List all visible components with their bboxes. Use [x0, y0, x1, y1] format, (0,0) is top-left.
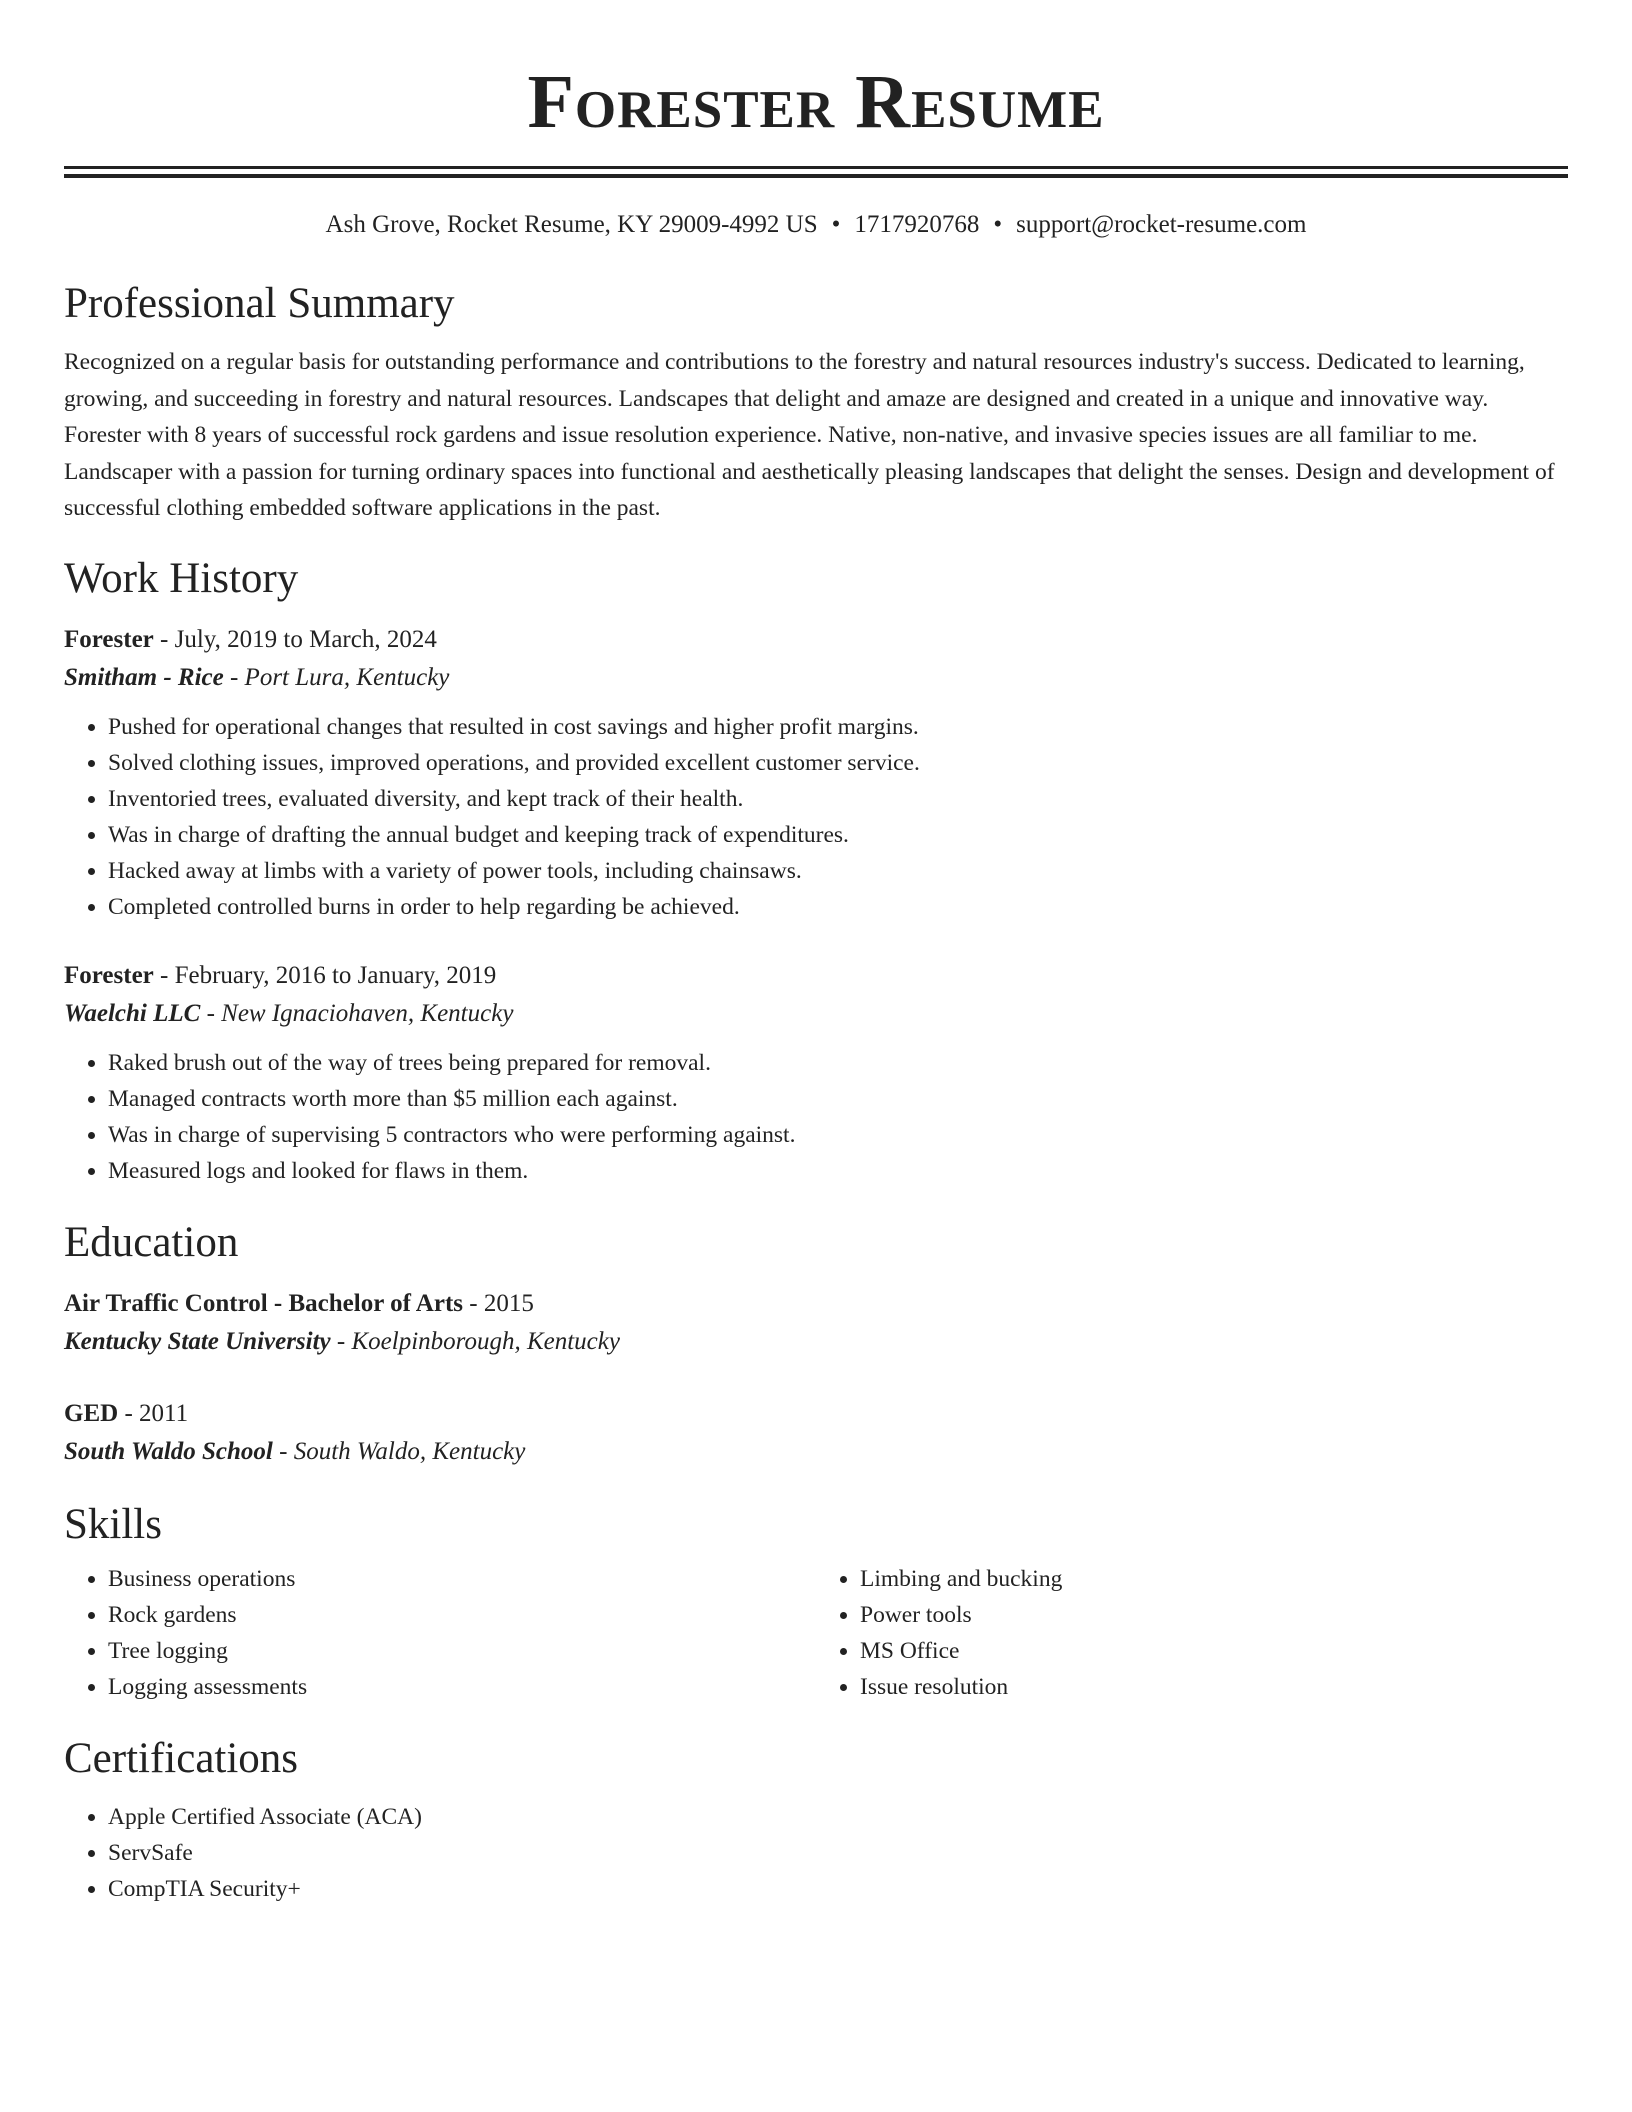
- list-item: • Limbing and bucking: [860, 1561, 1568, 1597]
- list-item: • CompTIA Security+: [108, 1871, 1568, 1907]
- education-year: - 2011: [118, 1399, 189, 1427]
- job-company-line: [64, 995, 1568, 1033]
- education-school-line: [64, 1323, 1568, 1361]
- list-item: • Inventoried trees, evaluated diversity, and kept track of their health.: [108, 781, 1568, 817]
- job-company-line: [64, 659, 1568, 697]
- education-entry: [64, 1285, 1568, 1361]
- title-divider: [64, 166, 1568, 178]
- job-entry: [64, 621, 1568, 925]
- job-company: Smitham - Rice: [64, 663, 224, 691]
- section-heading-work: Work History: [64, 554, 299, 602]
- job-title: Forester: [64, 625, 154, 653]
- skills-list-left: [64, 1561, 816, 1705]
- contact-separator: •: [831, 211, 841, 238]
- job-location: - New Ignaciohaven, Kentucky: [200, 999, 514, 1027]
- job-role-line: [64, 957, 1568, 995]
- list-item: • Business operations: [108, 1561, 816, 1597]
- skills-grid: [64, 1561, 1568, 1705]
- education-entry: [64, 1395, 1568, 1471]
- education-school: Kentucky State University: [64, 1327, 331, 1355]
- job-title: Forester: [64, 961, 154, 989]
- education-degree: GED: [64, 1399, 119, 1427]
- section-heading-education: Education: [64, 1218, 239, 1266]
- education-school: South Waldo School: [64, 1437, 273, 1465]
- education-location: - South Waldo, Kentucky: [272, 1437, 526, 1465]
- contact-phone: 1717920768: [854, 211, 980, 238]
- contact-address: Ash Grove, Rocket Resume, KY 29009-4992 US: [325, 211, 818, 238]
- section-heading-certifications: Certifications: [64, 1734, 299, 1782]
- list-item: • ServSafe: [108, 1835, 1568, 1871]
- job-dates: - February, 2016 to January, 2019: [153, 961, 497, 989]
- list-item: • Rock gardens: [108, 1597, 816, 1633]
- education-degree-line: [64, 1395, 1568, 1433]
- contact-separator: •: [993, 211, 1003, 238]
- section-heading-summary: Professional Summary: [64, 280, 455, 327]
- job-bullets: [64, 709, 1568, 925]
- list-item: • Power tools: [860, 1597, 1568, 1633]
- job-dates: - July, 2019 to March, 2024: [153, 625, 437, 653]
- list-item: • Pushed for operational changes that resulted in cost savings and higher profit margins.: [108, 709, 1568, 745]
- resume-title: Forester Resume: [527, 60, 1105, 144]
- job-company: Waelchi LLC: [64, 999, 201, 1027]
- education-year: - 2015: [463, 1289, 534, 1317]
- list-item: • Hacked away at limbs with a variety of power tools, including chainsaws.: [108, 853, 1568, 889]
- list-item: • Tree logging: [108, 1633, 816, 1669]
- job-location: - Port Lura, Kentucky: [223, 663, 450, 691]
- education-location: - Koelpinborough, Kentucky: [330, 1327, 620, 1355]
- contact-email: support@rocket-resume.com: [1016, 211, 1307, 238]
- list-item: • Managed contracts worth more than $5 million each against.: [108, 1081, 1568, 1117]
- list-item: • Logging assessments: [108, 1669, 816, 1705]
- job-bullets: [64, 1045, 1568, 1189]
- list-item: • Was in charge of supervising 5 contractors who were performing against.: [108, 1117, 1568, 1153]
- list-item: • MS Office: [860, 1633, 1568, 1669]
- job-entry: [64, 957, 1568, 1189]
- certifications-list: [64, 1799, 1568, 1907]
- education-degree: Air Traffic Control - Bachelor of Arts: [64, 1289, 464, 1317]
- education-degree-line: [64, 1285, 1568, 1323]
- list-item: • Completed controlled burns in order to help regarding be achieved.: [108, 889, 1568, 925]
- contact-line: [64, 208, 1568, 242]
- list-item: • Issue resolution: [860, 1669, 1568, 1705]
- education-school-line: [64, 1433, 1568, 1471]
- list-item: • Apple Certified Associate (ACA): [108, 1799, 1568, 1835]
- job-role-line: [64, 621, 1568, 659]
- skills-list-right: [816, 1561, 1568, 1705]
- resume-page: [64, 0, 1568, 1907]
- list-item: • Was in charge of drafting the annual budget and keeping track of expenditures.: [108, 817, 1568, 853]
- list-item: • Measured logs and looked for flaws in them.: [108, 1153, 1568, 1189]
- list-item: • Solved clothing issues, improved operations, and provided excellent customer service.: [108, 745, 1568, 781]
- summary-text: Recognized on a regular basis for outstanding performance and contributions to the forestry and natural resources industry's success. Dedicated to learning, growing, and succeeding in forestry and natural resources. Landscapes that delight and amaze are designed and created in a unique and innovative way. Forester with 8 years of successful rock gardens and issue resolution experience. Native, non-native, and invasive species issues are all familiar to me. Landscaper with a passion for turning ordinary spaces into functional and aesthetically pleasing landscapes that delight the senses. Design and development of successful clothing embedded software applications in the past.: [64, 349, 1555, 521]
- list-item: • Raked brush out of the way of trees being prepared for removal.: [108, 1045, 1568, 1081]
- section-heading-skills: Skills: [64, 1500, 162, 1548]
